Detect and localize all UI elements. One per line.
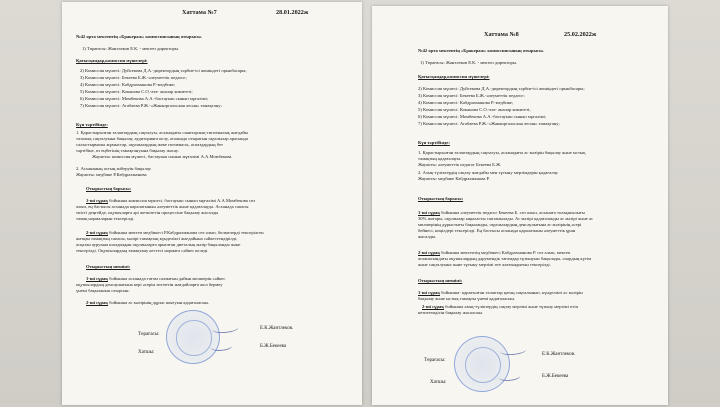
- paragraph-line: алып, ең бастысы асханада каралатынын әлеуметтік және қадағалауда. Асханада сапасы: [76, 204, 249, 209]
- member-line: 5) Комиссия мүшесі: Коканова С.О.-ата- аналар комитеті;: [80, 89, 193, 94]
- agenda-line: Жауапты: медбике Кабдрахманова Р.: [418, 176, 490, 181]
- paragraph-line: асқазан ауруына шалдыққан оқушыларға арналған диеталық мәзір бақыланды және: [76, 242, 241, 247]
- agenda-responsible: Жауапты: комиссия мүшесі, бастауыш сынып мұғалімі А.А.Момбекова.: [92, 154, 233, 159]
- question-paragraph: 2-ші сұрақ бойынша мектептің медбикесі Кабдрахманова Р. сөз алып, мектеп: [418, 250, 571, 255]
- agenda-heading: Күн тәртібінде:: [418, 140, 450, 145]
- agenda-line: тамақтың қадағалауы.: [418, 156, 462, 161]
- question-label: 1-ші сұрақ: [418, 210, 440, 215]
- protocol-7-page: [62, 2, 362, 405]
- secretary-name: Б.Ж.Бекеева: [542, 374, 569, 379]
- chair-line: 1) Төрағасы: Жантлеков Е.К. - мектеп директоры.: [420, 60, 518, 65]
- member-line: 5) Комиссия мүшесі: Коканова С.О.-ата- аналар комитеті;: [418, 107, 531, 112]
- protocol-date: 28.01.2022ж: [276, 9, 309, 16]
- protocol-date: 25.02.2022ж: [564, 31, 597, 38]
- chairman-name: Е.К.Жантлеков.: [260, 326, 294, 331]
- paragraph-line: үнемі бақыланып отырсын.: [76, 288, 130, 293]
- decision-label: 2-ші сұрақ: [86, 300, 108, 305]
- member-line: 6) Комиссия мүшесі: Момбекова А.А.-бастауыш сынып мұғалімі;: [418, 114, 547, 119]
- agenda-line: 2. Азық-түліктердің сақтау жағдайы мен тұтыну мерзімдерін қадағалау.: [418, 170, 559, 175]
- decision-paragraph: 1-ші сұрақ бойынша асханада тағам салмағын дайын мөлшерін сәйкес: [86, 276, 226, 281]
- secretary-name: Б.Ж.Бекеева: [260, 344, 287, 349]
- school-heading: №42 орта мектептің «Бракераж» комиссиясының отырысы.: [76, 34, 202, 39]
- decision-paragraph: 2-ші сұрақ бойынша ас мәзірінің дұрыс шығуын қадағаласын.: [86, 300, 210, 305]
- paragraph-line: асханасындағы оқушылардың дәрумендік тағамдар тұтынуын бақылады, олардың күтім: [418, 256, 592, 261]
- member-line: 3) Комиссия мүшесі: Бекеева Б.Ж.-әлеуметтік педагог;: [80, 75, 187, 80]
- proceedings-heading: Отырыстың барысы:: [86, 186, 132, 191]
- paragraph-line: кетпегендігін бақылау жасалсын.: [418, 310, 484, 315]
- paragraph-line: бейнесі, көңілдері тексерілді. Ең бастысы асханада қаралатыны әлеуметтік ұран: [418, 228, 576, 233]
- decision-heading: Отырыстың шешімі:: [86, 264, 131, 269]
- chairman-label: Төрағасы:: [424, 358, 446, 363]
- decision-label: 1-ші сұрақ: [86, 276, 108, 281]
- member-line: 3) Комиссия мүшесі: Бекеева Б.Ж.-әлеуметтік педагог;: [418, 93, 525, 98]
- paragraph-line: мөлшерінің дұрыстығы бақыланды, оқушылардың денсаулығына ас мәзірінің әсері: [418, 222, 582, 227]
- decision-label: 1-ші сұрақ: [418, 290, 440, 295]
- member-line: 7) Комиссия мүшесі: Агабаева Р.Ж.-«Жанкоргальская лесня» тамақтану;: [80, 103, 222, 108]
- round-stamp: [166, 310, 220, 364]
- protocol-8-page: [372, 6, 668, 405]
- question-paragraph: 1-ші сұрақ бойынша әлеуметтік педагог Бекеева Б. сөз алып, асханаға тольқшылығы: [418, 210, 585, 215]
- paragraph-line: тексерілді. Оқушылардың тамақтану кестесі нормаға сәйкес келеді.: [76, 248, 209, 253]
- secretary-label: Хатшы:: [430, 380, 447, 385]
- decision-paragraph: 1-ші сұрақ бойынша- қаратылған талаптар қатаң сақталынып, күнделікті ас мәзірін: [418, 290, 583, 295]
- members-heading: Қатысқандар,комиссия мүшелері:: [76, 58, 148, 63]
- secretary-label: Хатшы:: [138, 350, 155, 355]
- agenda-line: тәртібіне, өз еңбегінің тамақтануына бақылау жасау.: [76, 148, 179, 153]
- decision-label: 2-ші сұрақ: [422, 304, 444, 309]
- agenda-line: салыстырмалы жұмыстар, оқушылардың жеке гигиенасы, аспаздардың бет: [76, 142, 224, 147]
- question-paragraph: 2-ші сұрақ бойынша мектеп медбикесі Р.Кабдрахманова сөз алып, бөлмелерді тексерілген: [86, 230, 264, 235]
- members-heading: Қатысқандар,комиссия мүшелері:: [418, 74, 490, 79]
- paragraph-line: жасалды.: [418, 234, 437, 239]
- agenda-line: Жауапты: әлеуметтік педагог Бекеева Б.Ж.: [418, 162, 502, 167]
- decision-heading: Отырыстың шешімі:: [418, 278, 463, 283]
- school-heading: №42 орта мектептің «Бракераж» комиссиясының отырысы.: [418, 48, 544, 53]
- question-label: 2-ші сұрақ: [418, 250, 440, 255]
- protocol-title: Хаттама №8: [484, 31, 519, 38]
- question-label: 2-ші сұрақ: [86, 230, 108, 235]
- round-stamp: [454, 336, 510, 392]
- member-line: 6) Комиссия мүшесі: Момбекова А.А.-бастауыш сынып мұғалімі;: [80, 96, 209, 101]
- paragraph-line: жатқан тамақтың сапасы, мәзірі тамақтың күнделікті жағдайына сәйкестендірілді,: [76, 236, 238, 241]
- member-line: 2) Комиссия мүшесі: Дуйсекова Д.А.-директордың тәрбие-ісі жөніндегі орынбасары;: [80, 68, 247, 73]
- agenda-line: тазалық сақталуына бақылау, аудиторияға келу, асханада отыратын оқушылар арасында: [76, 136, 249, 141]
- question-paragraph: 1-ші сұрақ бойынша комиссия мүшесі, бастауыш сынып мұғалімі А.А.Момбекова сөз: [86, 198, 256, 203]
- chairman-name: Е.К.Жантлеков.: [542, 352, 576, 357]
- protocol-title: Хаттама №7: [182, 9, 217, 16]
- paragraph-line: оқушылардың денсаулығына кері әсерін тигізетін жағдайларға жол бермеу: [76, 282, 223, 287]
- agenda-line: 1. Қарастырылған талаптардың сақталуы, асханадағы санитарлық-гигиеналық жағдайы: [76, 130, 248, 135]
- agenda-heading: Күн тәртібінде:: [76, 122, 108, 127]
- member-line: 2) Комиссия мүшесі: Дуйсекова Д.А.-директордың тәрбие-ісі жөніндегі орынбасары;: [418, 86, 585, 91]
- chairman-label: Төрағасы:: [138, 332, 160, 337]
- paragraph-line: 30% жоғары, оқушылар ықыласты саптанылады. Ас мәзірі қадағаланды ас мәзірі және ас: [418, 216, 594, 221]
- member-line: 7) Комиссия мүшесі: Агабаева Р.Ж.-«Жанкоргальская лесня» тамақтану;: [418, 121, 560, 126]
- question-label: 1-ші сұрақ: [86, 198, 108, 203]
- chair-line: 1) Төрағасы: Жантлеков Е.К. - мектеп директоры.: [82, 46, 180, 51]
- decision-paragraph: 2-ші сұрақ бойынша азық-түліктердің сақтау мерзімі және тұтыну мерзімі өтіп: [422, 304, 579, 309]
- member-line: 4) Комиссия мүшесі: Кабдрахманова Р.-медбике;: [80, 82, 176, 87]
- paragraph-line: және сақталуына және тұтыну мерзімі өте алатындығын тексерілді.: [418, 262, 551, 267]
- agenda-line: 2. Асхананың астың жіберуін бақылау.: [76, 166, 152, 171]
- agenda-line: Жауапты: медбике Р.Кабдрахманова: [76, 172, 147, 177]
- member-line: 4) Комиссия мүшесі: Кабдрахманова Р.-медбике;: [418, 100, 514, 105]
- paragraph-line: тамақ нормаларын тексерілді.: [76, 216, 135, 221]
- paragraph-line: тиісті деңгейде, оқушыларға әрі жеткізетін процессіне бақылау жасалды: [76, 210, 219, 215]
- proceedings-heading: Отырыстың барысы:: [418, 196, 464, 201]
- paragraph-line: бақылау және ыстық тамақты үнемі қадағаласын.: [418, 296, 515, 301]
- agenda-line: 1. Қарастырылған талаптардың сақталуы, асханадағы ас мәзірін бақылау және ыстық: [418, 150, 586, 155]
